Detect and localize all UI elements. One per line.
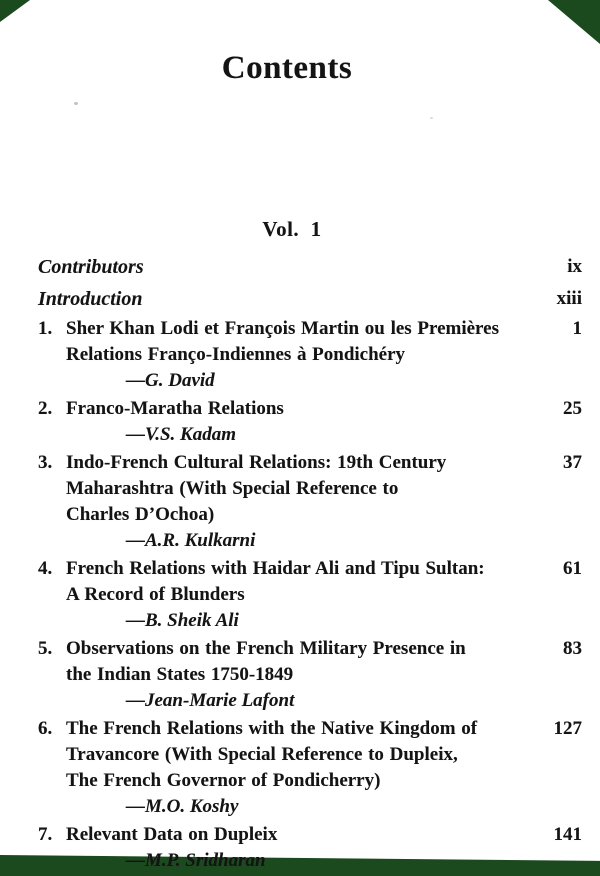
page-number: 61 bbox=[563, 558, 582, 579]
entry-title-line: Relevant Data on Dupleix bbox=[66, 824, 278, 845]
toc-entry bbox=[38, 716, 582, 820]
entry-title-line: Charles D’Ochoa) bbox=[66, 504, 215, 525]
entry-title-line: the Indian States 1750-1849 bbox=[66, 664, 294, 685]
entry-title-line: Indo-French Cultural Relations: 19th Century bbox=[66, 452, 447, 473]
entry-number: 3. bbox=[38, 452, 53, 473]
entry-number: 2. bbox=[38, 398, 53, 419]
front-matter-row bbox=[38, 286, 582, 312]
entry-title-block bbox=[66, 822, 532, 874]
page-number: 127 bbox=[553, 718, 582, 739]
entry-author: —A.R. Kulkarni bbox=[126, 530, 256, 551]
photo-edge-top-left bbox=[0, 0, 30, 22]
scan-speck bbox=[74, 102, 78, 105]
entry-title-line: Maharashtra (With Special Reference to bbox=[66, 478, 399, 499]
page-number: xiii bbox=[556, 288, 582, 309]
table-of-contents bbox=[38, 254, 582, 876]
entry-number: 1. bbox=[38, 318, 53, 339]
front-matter-label: Introduction bbox=[38, 288, 143, 310]
entry-title-line: Travancore (With Special Reference to Dupleix, bbox=[66, 744, 458, 765]
page-number: 141 bbox=[553, 824, 582, 845]
entry-title-block bbox=[66, 396, 532, 448]
entry-author: —B. Sheik Ali bbox=[126, 610, 239, 631]
toc-entry bbox=[38, 822, 582, 874]
entry-title-line: Sher Khan Lodi et François Martin ou les Premières bbox=[66, 318, 499, 339]
entry-title-block bbox=[66, 316, 532, 394]
entry-author: —V.S. Kadam bbox=[126, 424, 236, 445]
page-number: 25 bbox=[563, 398, 582, 419]
toc-entry bbox=[38, 316, 582, 394]
photo-edge-top-right bbox=[548, 0, 600, 44]
page-number: ix bbox=[567, 256, 582, 277]
entry-number: 5. bbox=[38, 638, 53, 659]
entry-author: —Jean-Marie Lafont bbox=[126, 690, 295, 711]
entry-title-line: French Relations with Haidar Ali and Tipu Sultan: bbox=[66, 558, 485, 579]
entry-title-block bbox=[66, 636, 532, 714]
entry-title-line: Relations Franço-Indiennes à Pondichéry bbox=[66, 344, 406, 365]
toc-entry bbox=[38, 450, 582, 554]
page-number: 83 bbox=[563, 638, 582, 659]
toc-entry bbox=[38, 396, 582, 448]
page-number: 37 bbox=[563, 452, 582, 473]
toc-entry bbox=[38, 636, 582, 714]
entry-title-line: Observations on the French Military Presence in bbox=[66, 638, 466, 659]
front-matter-row bbox=[38, 254, 582, 280]
front-matter-list bbox=[38, 254, 582, 312]
entry-author: —M.P. Sridharan bbox=[126, 850, 266, 871]
entry-title-block bbox=[66, 450, 532, 554]
scan-speck bbox=[430, 117, 433, 119]
toc-entry bbox=[38, 556, 582, 634]
entry-author: —M.O. Koshy bbox=[126, 796, 239, 817]
volume-heading: Vol. 1 bbox=[262, 217, 322, 241]
page-title: Contents bbox=[221, 50, 353, 87]
entry-title-line: The French Governor of Pondicherry) bbox=[66, 770, 381, 791]
entry-author: —G. David bbox=[126, 370, 215, 391]
entry-title-line: A Record of Blunders bbox=[66, 584, 245, 605]
page-number: 1 bbox=[572, 318, 582, 339]
entry-title-line: The French Relations with the Native Kingdom of bbox=[66, 718, 478, 739]
entry-title-block bbox=[66, 556, 532, 634]
entry-title-block bbox=[66, 716, 532, 820]
entry-number: 7. bbox=[38, 824, 53, 845]
front-matter-label: Contributors bbox=[38, 256, 144, 278]
chapter-entries-list bbox=[38, 316, 582, 874]
entry-title-line: Franco-Maratha Relations bbox=[66, 398, 284, 419]
entry-number: 6. bbox=[38, 718, 53, 739]
entry-number: 4. bbox=[38, 558, 53, 579]
